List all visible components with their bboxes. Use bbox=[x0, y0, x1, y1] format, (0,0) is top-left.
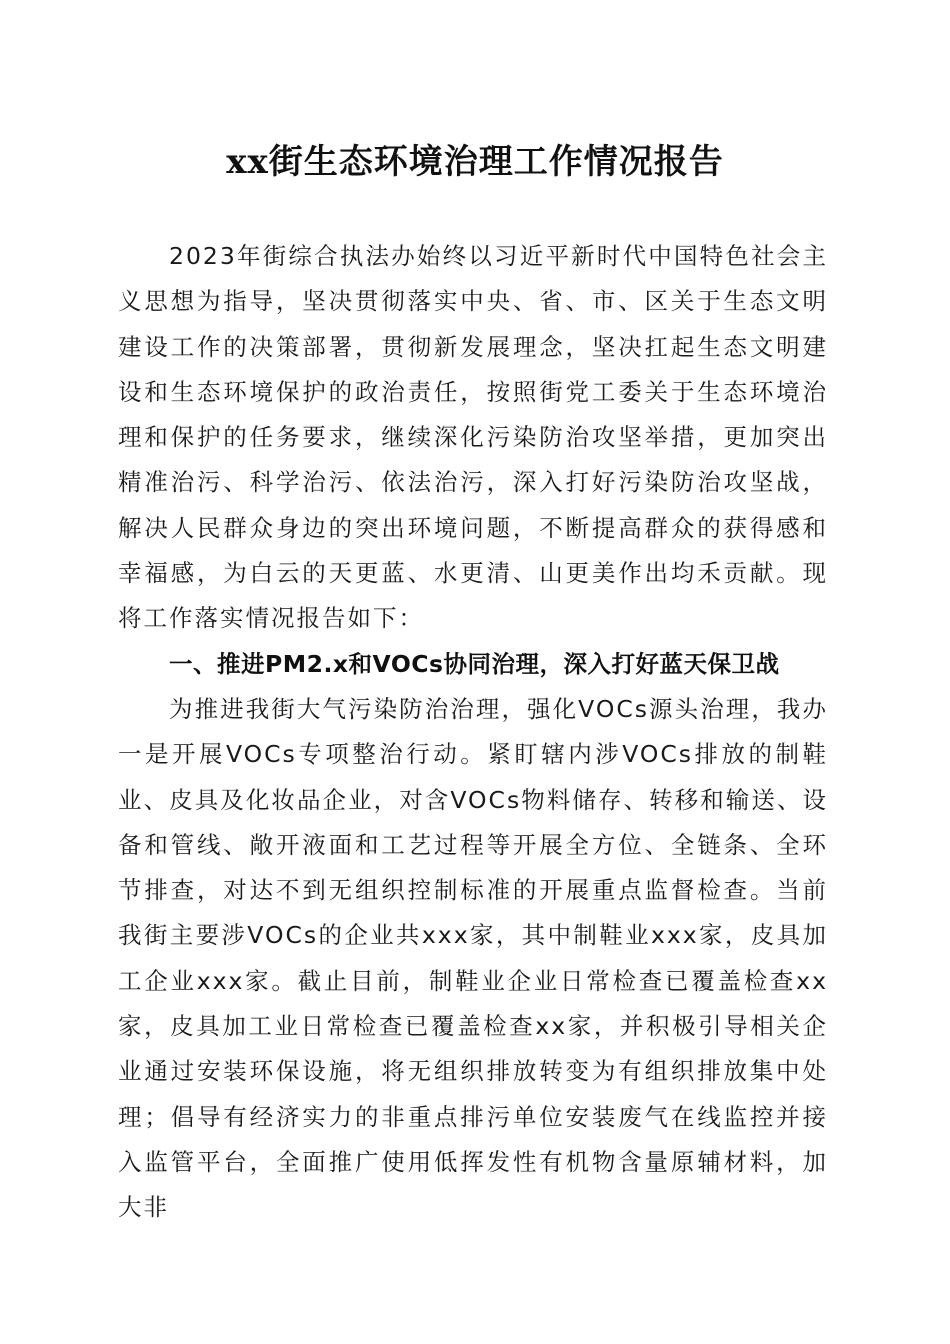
document-title: xx街生态环境治理工作情况报告 bbox=[226, 142, 724, 182]
document-body bbox=[118, 234, 828, 1231]
section-1-heading: 一、推进PM2.x和VOCs协同治理，深入打好蓝天保卫战 bbox=[169, 649, 780, 678]
intro-paragraph: 2023年街综合执法办始终以习近平新时代中国特色社会主义思想为指导，坚决贯彻落实中央、省、市、区关于生态文明建设工作的决策部署，贯彻新发展理念，坚决扛起生态文明建设和生态环境保护的政治责任，按照街党工委关于生态环境治理和保护的任务要求，继续深化污染防治攻坚举措，更加突出精准治污、科学治污、依法治污，深入打好污染防治攻坚战，解决人民群众身边的突出环境问题，不断提高群众的获得感和幸福感，为白云的天更蓝、水更清、山更美作出均禾贡献。现将工作落实情况报告如下： bbox=[118, 242, 828, 633]
section-1-paragraph: 为推进我街大气污染防治治理，强化VOCs源头治理，我办一是开展VOCs专项整治行动。紧盯辖内涉VOCs排放的制鞋业、皮具及化妆品企业，对含VOCs物料储存、转移和输送、设备和管线、敞开液面和工艺过程等开展全方位、全链条、全环节排查，对达不到无组织控制标准的开展重点监督检查。当前我街主要涉VOCs的企业共xxx家，其中制鞋业xxx家，皮具加工企业xxx家。截止目前，制鞋业企业日常检查已覆盖检查xx家，皮具加工业日常检查已覆盖检查xx家，并积极引导相关企业通过安装环保设施，将无组织排放转变为有组织排放集中处理；倡导有经济实力的非重点排污单位安装废气在线监控并接入监管平台，全面推广使用低挥发性有机物含量原辅材料，加大非 bbox=[118, 694, 828, 1222]
